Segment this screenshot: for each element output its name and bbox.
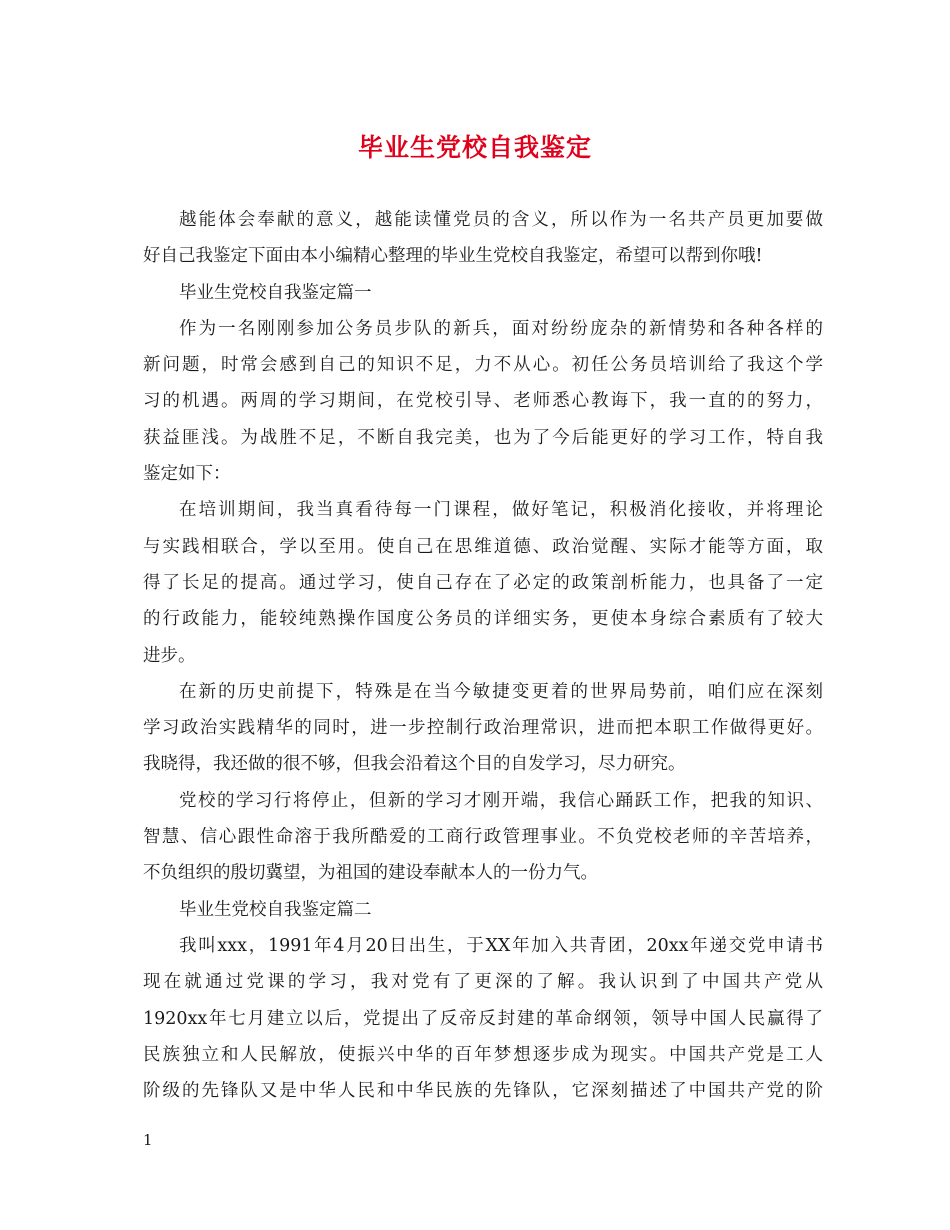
text-line: 获益匪浅。为战胜不足，不断自我完美，也为了今后能更好的学习工作，特自我 [143,427,823,448]
text-line: 我晓得，我还做的很不够，但我会沿着这个目的自发学习，尽力研究。 [143,754,686,775]
text-line: 不负组织的殷切冀望，为祖国的建设奉献本人的一份力气。 [143,863,598,884]
text-line: 与实践相联合，学以至用。使自己在思维道德、政治觉醒、实际才能等方面，取 [143,536,823,557]
page-number: 1 [143,1131,153,1149]
text-line: 在新的历史前提下，特殊是在当今敏捷变更着的世界局势前，咱们应在深刻 [179,681,823,702]
text-line: 现在就通过党课的学习，我对党有了更深的了解。我认识到了中国共产党从 [143,972,823,993]
text-line: 1920xx年七月建立以后，党提出了反帝反封建的革命纲领，领导中国人民赢得了 [143,1008,823,1029]
text-line: 我叫xxx，1991年4月20日出生，于XX年加入共青团，20xx年递交党申请书 [179,935,823,956]
text-line: 越能体会奉献的意义，越能读懂党员的含义，所以作为一名共产员更加要做 [179,210,823,230]
text-line: 的行政能力，能较纯熟操作国度公务员的详细实务，更使本身综合素质有了较大 [143,609,823,630]
text-line: 在培训期间，我当真看待每一门课程，做好笔记，积极消化接收，并将理论 [179,500,823,521]
text-line: 毕业生党校自我鉴定篇一 [179,282,372,303]
text-line: 民族独立和人民解放，使振兴中华的百年梦想逐步成为现实。中国共产党是工人 [143,1044,823,1065]
text-line: 新问题，时常会感到自己的知识不足，力不从心。初任公务员培训给了我这个学 [143,355,823,376]
text-line: 阶级的先锋队又是中华人民和中华民族的先锋队，它深刻描述了中国共产党的阶 [143,1081,823,1102]
text-line: 作为一名刚刚参加公务员步队的新兵，面对纷纷庞杂的新情势和各种各样的 [179,318,823,339]
text-line: 党校的学习行将停止，但新的学习才刚开端，我信心踊跃工作，把我的知识、 [179,790,823,811]
text-line: 得了长足的提高。通过学习，使自己存在了必定的政策剖析能力，也具备了一定 [143,572,823,593]
text-line: 进步。 [143,645,196,666]
text-line: 智慧、信心跟性命溶于我所酷爱的工商行政管理事业。不负党校老师的辛苦培养， [143,827,823,848]
text-line: 好自己我鉴定下面由本小编精心整理的毕业生党校自我鉴定，希望可以帮到你哦! [143,246,763,267]
text-line: 毕业生党校自我鉴定篇二 [179,899,372,920]
text-line: 学习政治实践精华的同时，进一步控制行政治理常识，进而把本职工作做得更好。 [143,718,823,739]
page-title: 毕业生党校自我鉴定 [357,133,592,162]
text-line: 习的机遇。两周的学习期间，在党校引导、老师悉心教诲下，我一直的的努力， [143,391,823,412]
document-body [143,202,823,1109]
text-line: 鉴定如下： [143,464,231,485]
